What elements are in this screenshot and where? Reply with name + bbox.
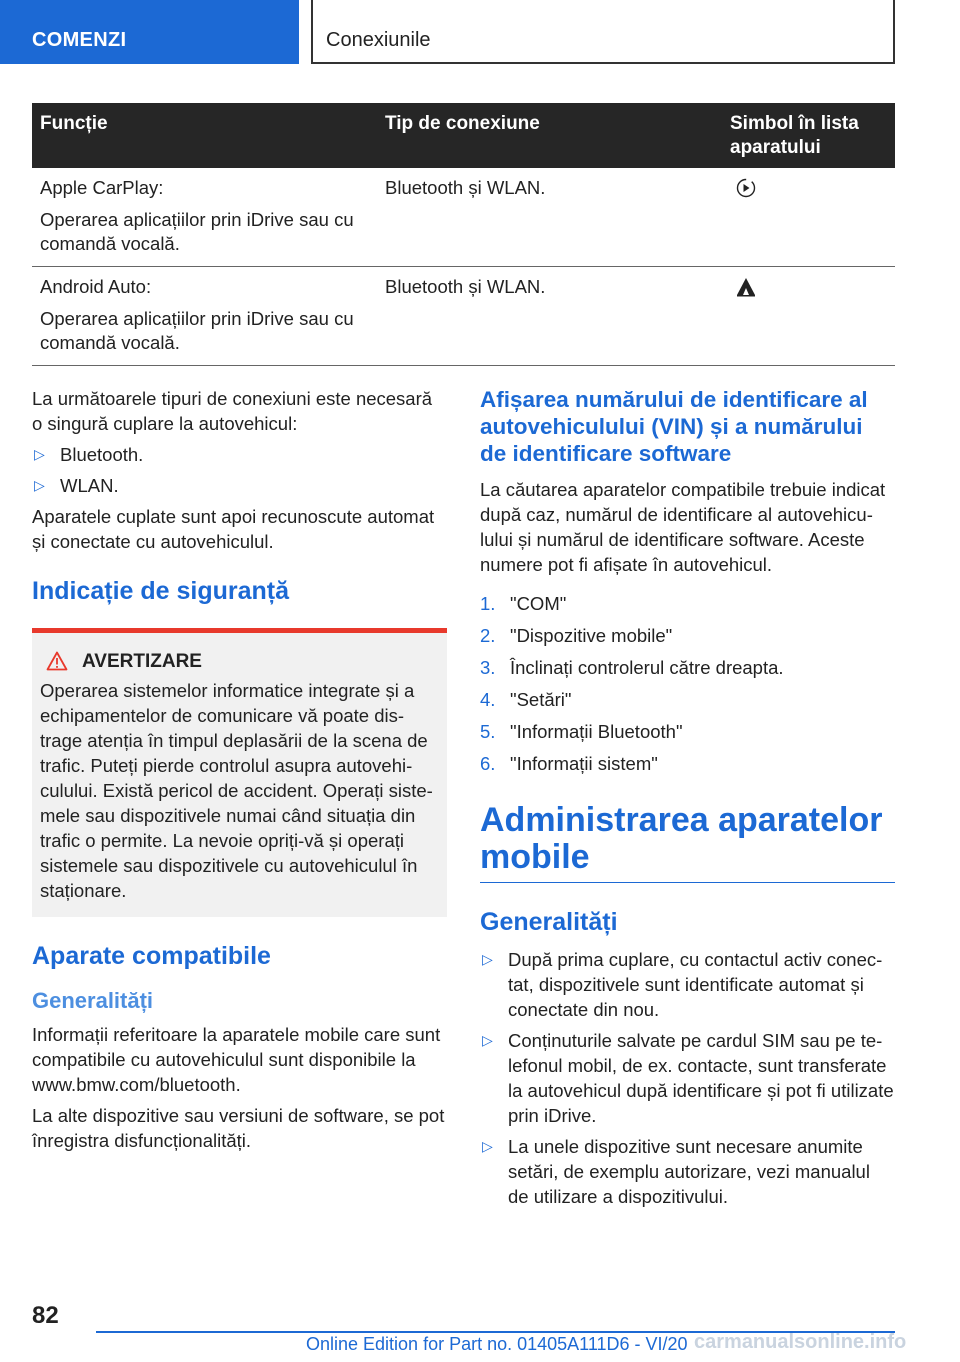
section-title: COMENZI [32, 29, 127, 51]
list-item [480, 1134, 895, 1209]
step-number: 1. [480, 593, 496, 614]
list-item [480, 719, 895, 744]
table-cell-connection: Bluetooth și WLAN. [377, 267, 722, 366]
step-number: 3. [480, 657, 496, 678]
triangle-bullet-icon: ▷ [34, 446, 45, 462]
pairing-outro: Aparatele cuplate sunt apoi recunoscute automat și conectate cu autovehiculul. [32, 506, 435, 552]
list-item [480, 751, 895, 776]
table-header-function: Funcție [32, 103, 377, 168]
page-number: 82 [32, 1302, 59, 1329]
connection-table [32, 103, 895, 366]
carplay-icon [736, 178, 756, 198]
table-row [32, 168, 895, 267]
left-column [32, 386, 447, 1159]
chapter-title: Conexiunile [326, 29, 431, 51]
table-cell-connection: Bluetooth și WLAN. [377, 168, 722, 267]
function-name: Apple CarPlay: [40, 177, 164, 198]
table-cell-function [32, 168, 377, 267]
table-header-connection: Tip de conexiune [377, 103, 722, 168]
warning-title: AVERTIZARE [82, 651, 202, 672]
step-number: 6. [480, 753, 496, 774]
triangle-bullet-icon: ▷ [482, 1138, 493, 1154]
function-desc: Operarea aplicațiilor prin iDrive sau cu comandă vocală. [40, 209, 354, 254]
warning-title-row [40, 650, 439, 674]
admin-heading: Administrarea aparatelor mobile [480, 802, 895, 883]
table-header-symbol: Simbol în lista aparatului [722, 103, 895, 168]
list-item [32, 442, 447, 467]
table-cell-symbol [722, 168, 895, 267]
warning-box [32, 628, 447, 917]
step-number: 5. [480, 721, 496, 742]
step-text: "Informații sistem" [510, 753, 658, 774]
function-desc: Operarea aplicațiilor prin iDrive sau cu comandă vocală. [40, 308, 354, 353]
step-text: "Setări" [510, 689, 572, 710]
triangle-bullet-icon: ▷ [482, 951, 493, 967]
list-item [480, 655, 895, 680]
vin-paragraph: La căutarea aparatelor compatibile trebuie indicat după caz, numărul de identificare al autovehiculului și numărul de identificare software. Aceste numere pot fi afișate în autovehicul. [480, 479, 886, 575]
list-item [480, 591, 895, 616]
step-number: 2. [480, 625, 496, 646]
list-item-text: După prima cuplare, cu contactul activ conectat, dispozitivele sunt identificate automat și conectate din nou. [508, 949, 883, 1020]
compatible-info: Informații referitoare la aparatele mobile care sunt compatibile cu autovehiculul sunt disponibile la www.bmw.com/bluetooth. [32, 1024, 441, 1095]
step-text: "COM" [510, 593, 567, 614]
list-item [480, 1028, 895, 1128]
list-item-text: Bluetooth. [60, 444, 144, 465]
compatible-devices-heading: Aparate compatibile [32, 942, 271, 970]
table-cell-symbol [722, 267, 895, 366]
android-auto-icon [735, 277, 757, 297]
list-item-text: WLAN. [60, 475, 119, 496]
table-row [32, 267, 895, 366]
admin-general-heading: Generalități [480, 908, 618, 936]
list-item [480, 947, 895, 1022]
warning-text: Operarea sistemelor informatice integrate și a echipamentelor de comunicare vă poate distrage atenția în timpul deplasării de la scena de trafic. Puteți pierde controlul asupra autovehiculului. Există pericol de accident. Operați sistemele sau dispozitivele numai când situația din trafic o permite. La nevoie opriți-vă și operați sistemele sau dispozitivele cu autovehiculul în staționare. [40, 680, 433, 901]
edition-text: Online Edition for Part no. 01405A111D6 - VI/20 [306, 1334, 688, 1354]
chapter-header [311, 0, 895, 64]
compatible-note: La alte dispozitive sau versiuni de software, se pot înregistra disfuncționalități. [32, 1105, 445, 1151]
general-heading: Generalități [32, 988, 154, 1013]
step-text: Înclinați controlerul către dreapta. [510, 657, 784, 678]
list-item-text: La unele dispozitive sunt necesare anumite setări, de exemplu autorizare, vezi manualul de utilizare a dispozitivului. [508, 1136, 870, 1207]
function-name: Android Auto: [40, 276, 152, 297]
watermark: carmanualsonline.info [694, 1331, 907, 1353]
step-number: 4. [480, 689, 496, 710]
table-header-row [32, 103, 895, 168]
list-item [32, 473, 447, 498]
step-text: "Dispozitive mobile" [510, 625, 673, 646]
triangle-bullet-icon: ▷ [482, 1032, 493, 1048]
list-item [480, 687, 895, 712]
section-tab [0, 0, 299, 64]
step-text: "Informații Bluetooth" [510, 721, 683, 742]
safety-heading: Indicație de siguranță [32, 577, 290, 605]
right-column [480, 386, 895, 1215]
pairing-intro: La următoarele tipuri de conexiuni este necesară o singură cuplare la autovehicul: [32, 388, 433, 434]
table-cell-function [32, 267, 377, 366]
list-item-text: Conținuturile salvate pe cardul SIM sau pe telefonul mobil, de ex. contacte, sunt transferate la autovehicul după identificare și pot fi utilizate prin iDrive. [508, 1030, 894, 1126]
vin-heading: Afișarea numărului de identificare al autovehiculului (VIN) și a numărului de identificare software [480, 387, 868, 466]
warning-triangle-icon [46, 651, 68, 671]
triangle-bullet-icon: ▷ [34, 477, 45, 493]
list-item [480, 623, 895, 648]
